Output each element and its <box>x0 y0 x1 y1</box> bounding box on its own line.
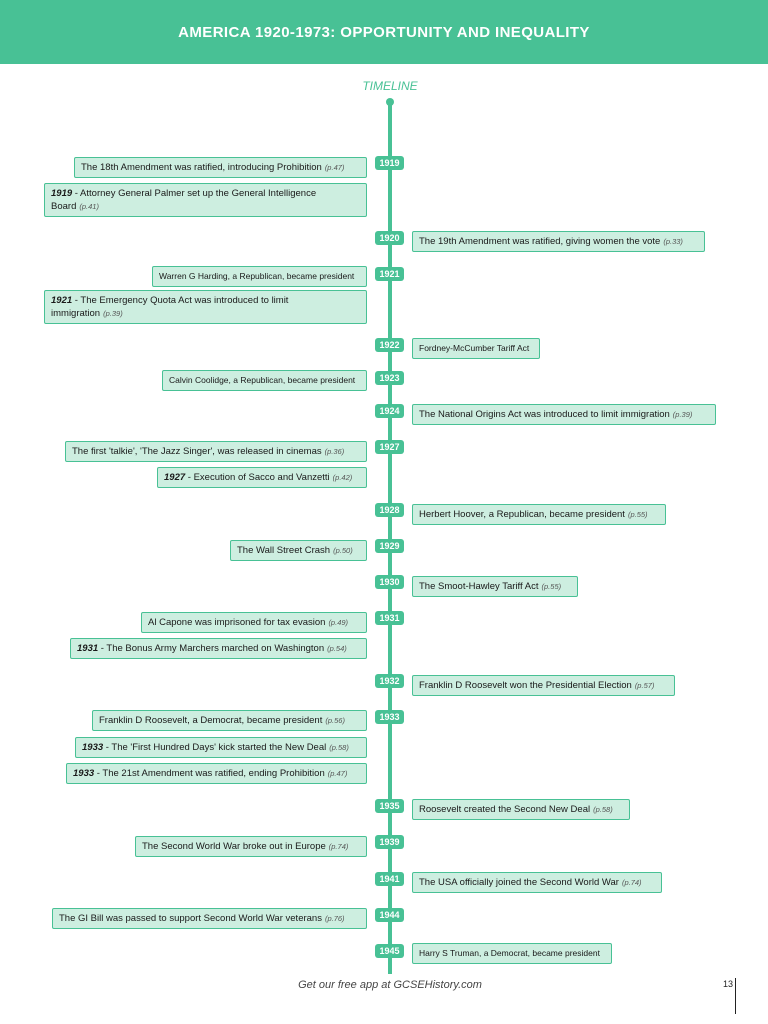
event-text: The GI Bill was passed to support Second World War veterans <box>59 913 322 924</box>
event-page-ref: (p.47) <box>324 163 345 172</box>
event-page-ref: (p.39) <box>103 309 123 318</box>
event-page-ref: (p.41) <box>79 202 99 211</box>
timeline-event <box>135 836 367 857</box>
timeline-event <box>412 231 705 252</box>
timeline-event <box>52 908 367 929</box>
event-text: - The Bonus Army Marchers marched on Washington <box>98 643 325 654</box>
event-page-ref: (p.50) <box>333 546 353 555</box>
event-page-ref: (p.58) <box>593 805 613 814</box>
event-year: 1931 <box>77 643 99 654</box>
event-text: Fordney-McCumber Tariff Act <box>419 343 530 353</box>
year-badge: 1927 <box>375 440 404 454</box>
timeline-event <box>230 540 367 561</box>
timeline-event <box>70 638 367 659</box>
timeline-heading: TIMELINE <box>362 79 418 93</box>
event-page-ref: (p.49) <box>328 618 349 627</box>
event-text: - The 'First Hundred Days' kick started the New Deal <box>103 742 327 753</box>
event-page-ref: (p.42) <box>332 473 353 482</box>
event-page-ref: (p.74) <box>621 878 642 887</box>
page-number: 13 <box>722 979 733 989</box>
timeline-event <box>65 441 367 462</box>
event-page-ref: (p.57) <box>634 681 655 690</box>
event-page-ref: (p.54) <box>327 644 347 653</box>
timeline-event <box>412 872 662 893</box>
year-badge: 1931 <box>375 611 404 625</box>
event-year: 1933 <box>73 768 95 779</box>
event-text: Franklin D Roosevelt won the Presidential Election <box>419 680 632 691</box>
event-page-ref: (p.56) <box>325 716 345 725</box>
event-page-ref: (p.33) <box>663 237 683 246</box>
year-badge: 1922 <box>375 338 404 352</box>
event-text: The 19th Amendment was ratified, giving women the vote <box>419 236 661 247</box>
event-text: The Wall Street Crash <box>237 545 331 556</box>
page-title: AMERICA 1920-1973: OPPORTUNITY AND INEQUALITY <box>178 23 590 41</box>
event-text: Calvin Coolidge, a Republican, became president <box>169 375 356 385</box>
event-text: Herbert Hoover, a Republican, became president <box>419 509 625 520</box>
event-year: 1933 <box>82 742 104 753</box>
year-badge: 1928 <box>375 503 404 517</box>
event-text: - The Emergency Quota Act was introduced to limit immigration <box>51 295 289 319</box>
year-badge: 1941 <box>375 872 404 886</box>
year-badge: 1935 <box>375 799 404 813</box>
event-text: - Execution of Sacco and Vanzetti <box>185 472 330 483</box>
timeline-event <box>412 675 675 696</box>
event-text: - The 21st Amendment was ratified, ending Prohibition <box>94 768 325 779</box>
app-promo-text: Get our free app at GCSEHistory.com <box>298 979 482 991</box>
timeline-event <box>66 763 367 784</box>
timeline-event <box>162 370 367 391</box>
event-page-ref: (p.55) <box>627 510 648 519</box>
event-text: Harry S Truman, a Democrat, became president <box>419 948 600 958</box>
event-text: - Attorney General Palmer set up the General Intelligence Board <box>51 188 317 212</box>
year-badge: 1933 <box>375 710 404 724</box>
event-text: Al Capone was imprisoned for tax evasion <box>148 617 326 628</box>
event-text: The Second World War broke out in Europe <box>142 841 326 852</box>
year-badge: 1924 <box>375 404 404 418</box>
event-text: The Smoot-Hawley Tariff Act <box>419 581 539 592</box>
year-badge: 1929 <box>375 539 404 553</box>
event-page-ref: (p.74) <box>328 842 349 851</box>
event-page-ref: (p.58) <box>329 743 349 752</box>
year-badge: 1921 <box>375 267 404 281</box>
timeline-event <box>412 576 578 597</box>
timeline-event <box>44 290 367 324</box>
event-text: The first 'talkie', 'The Jazz Singer', was released in cinemas <box>72 446 322 457</box>
timeline-event <box>157 467 367 488</box>
year-badge: 1923 <box>375 371 404 385</box>
event-year: 1919 <box>51 188 73 199</box>
timeline-event <box>152 266 367 287</box>
timeline-event <box>92 710 367 731</box>
page-header <box>0 0 768 64</box>
year-badge: 1919 <box>375 156 404 170</box>
timeline-event <box>141 612 367 633</box>
timeline-event <box>412 338 540 359</box>
event-page-ref: (p.36) <box>324 447 345 456</box>
year-badge: 1945 <box>375 944 404 958</box>
timeline-event <box>412 943 612 964</box>
event-page-ref: (p.47) <box>327 769 348 778</box>
timeline-event <box>412 504 666 525</box>
year-badge: 1939 <box>375 835 404 849</box>
year-badge: 1930 <box>375 575 404 589</box>
year-badge: 1944 <box>375 908 404 922</box>
timeline-event <box>44 183 367 217</box>
event-text: The National Origins Act was introduced to limit immigration <box>419 409 670 420</box>
page-number-divider <box>735 978 736 1014</box>
year-badge: 1932 <box>375 674 404 688</box>
event-page-ref: (p.76) <box>324 914 345 923</box>
timeline-event <box>75 737 367 758</box>
timeline-event <box>74 157 367 178</box>
event-year: 1921 <box>51 295 73 306</box>
event-text: The 18th Amendment was ratified, introducing Prohibition <box>81 162 322 173</box>
event-text: Franklin D Roosevelt, a Democrat, became president <box>99 715 323 726</box>
event-year: 1927 <box>164 472 186 483</box>
timeline-event <box>412 799 630 820</box>
event-page-ref: (p.39) <box>672 410 693 419</box>
event-text: The USA officially joined the Second World War <box>419 877 619 888</box>
event-text: Roosevelt created the Second New Deal <box>419 804 591 815</box>
event-page-ref: (p.55) <box>541 582 562 591</box>
event-text: Warren G Harding, a Republican, became president <box>159 271 355 281</box>
timeline-event <box>412 404 716 425</box>
year-badge: 1920 <box>375 231 404 245</box>
